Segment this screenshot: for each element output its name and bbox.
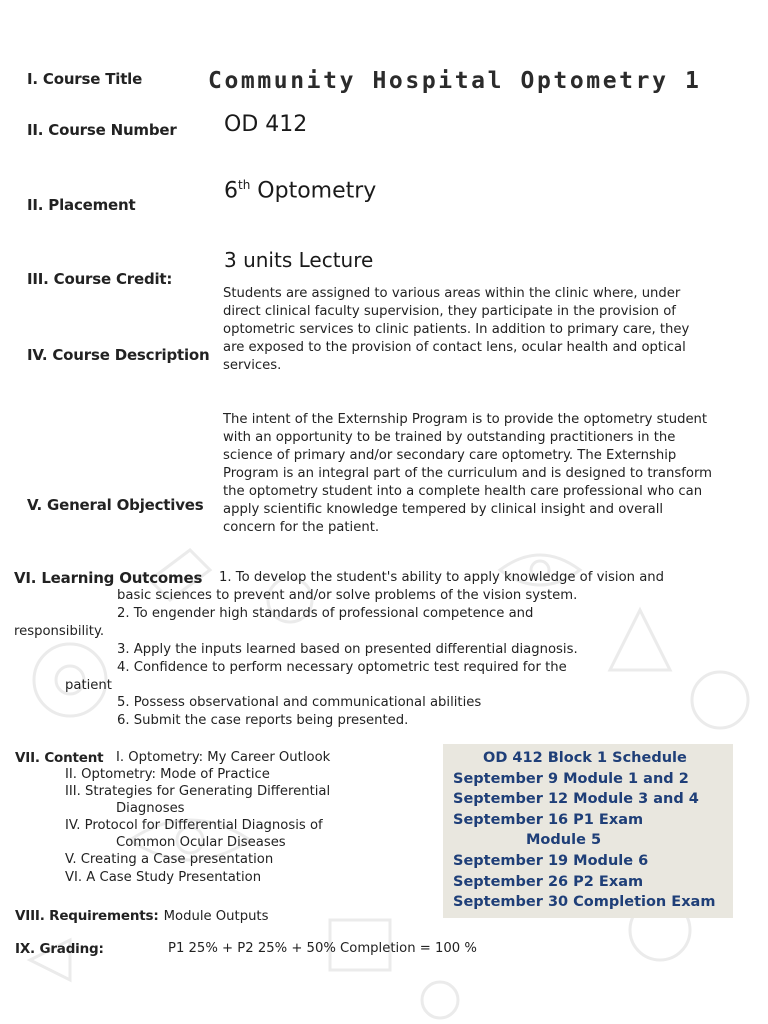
placement-label: II. Placement — [27, 196, 136, 214]
learning-outcomes-label: VI. Learning Outcomes — [14, 569, 203, 587]
schedule-item: September 30 Completion Exam — [453, 894, 716, 911]
general-objectives-text: The intent of the Externship Program is to provide the optometry student with an opportunity to be trained by outstanding practitioners in the science of primary and/or secondary care optometry. The Externship Program is an integral part of the curriculum and is designed to transform the optometry student into a complete health care professional who can apply scientific knowledge tempered by clinical insight and overall concern for the patient. — [223, 412, 712, 535]
schedule-item: Module 5 — [526, 832, 602, 849]
grading-label: IX. Grading: — [15, 941, 104, 957]
schedule-title: OD 412 Block 1 Schedule — [483, 750, 687, 766]
content-line: II. Optometry: Mode of Practice — [65, 767, 270, 782]
learning-outcome-line: 2. To engender high standards of professional competence and — [117, 606, 534, 621]
learning-outcome-line: 5. Possess observational and communicational abilities — [117, 695, 482, 710]
general-objectives-label: V. General Objectives — [27, 496, 204, 514]
learning-outcome-line: 1. To develop the student's ability to apply knowledge of vision and — [219, 570, 665, 585]
grading-value: P1 25% + P2 25% + 50% Completion = 100 % — [168, 941, 477, 956]
content-line: V. Creating a Case presentation — [65, 852, 274, 867]
schedule-item: September 19 Module 6 — [453, 852, 649, 869]
content-line: Common Ocular Diseases — [116, 835, 286, 850]
course-description-text: Students are assigned to various areas within the clinic where, under direct clinical faculty supervision, they participate in the provision of optometric services to clinic patients. In addition to primary care, they are exposed to the provision of contact lens, ocular health and optical services. — [223, 286, 690, 373]
course-description-label: IV. Course Description — [27, 346, 210, 364]
requirements-value: Module Outputs — [163, 909, 269, 924]
content-line: I. Optometry: My Career Outlook — [116, 750, 331, 765]
course-number-label: II. Course Number — [27, 121, 177, 139]
content-line: IV. Protocol for Differential Diagnosis of — [65, 818, 323, 833]
schedule-item: September 26 P2 Exam — [453, 873, 644, 890]
course-credit-value: 3 units Lecture — [224, 248, 374, 272]
content-line: III. Strategies for Generating Differential — [65, 784, 331, 799]
schedule-item: September 16 P1 Exam — [453, 811, 644, 828]
learning-outcome-line: responsibility. — [14, 624, 105, 639]
requirements-label: VIII. Requirements: — [15, 908, 159, 924]
content-label: VII. Content — [15, 750, 104, 766]
course-title-label: I. Course Title — [27, 70, 143, 88]
placement-value: 6th Optometry — [224, 178, 377, 204]
learning-outcome-line: 3. Apply the inputs learned based on presented differential diagnosis. — [117, 642, 578, 657]
learning-outcome-line: basic sciences to prevent and/or solve problems of the vision system. — [117, 588, 578, 603]
content-line: VI. A Case Study Presentation — [65, 870, 262, 885]
schedule-item: September 9 Module 1 and 2 — [453, 770, 689, 787]
requirements — [15, 905, 268, 924]
course-number-value: OD 412 — [224, 112, 308, 137]
learning-outcome-line: patient — [65, 678, 112, 693]
schedule-item: September 12 Module 3 and 4 — [453, 791, 699, 808]
learning-outcome-line: 6. Submit the case reports being presented. — [117, 713, 409, 728]
learning-outcome-line: 4. Confidence to perform necessary optometric test required for the — [117, 660, 567, 675]
schedule-box — [443, 744, 733, 918]
course-credit-label: III. Course Credit: — [27, 270, 173, 288]
content-line: Diagnoses — [116, 801, 185, 816]
course-title-value: Community Hospital Optometry 1 — [208, 68, 702, 94]
